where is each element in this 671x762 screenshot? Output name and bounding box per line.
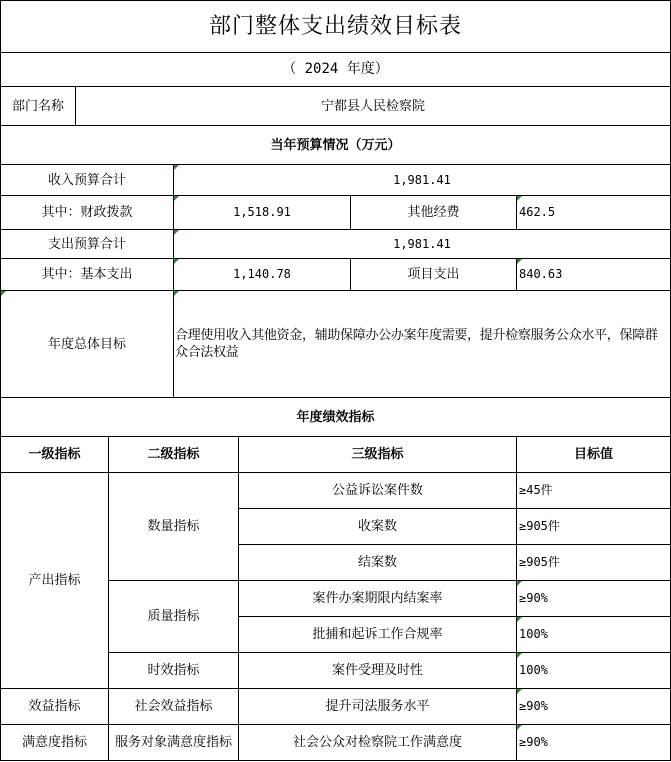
level3-item: 结案数 [357,555,397,570]
level2-timeliness: 时效指标 [147,663,200,678]
target-value: ≥90% [519,735,548,749]
fiscal-label: 其中：财政拨款 [41,205,133,220]
other-label: 其他经费 [407,205,460,220]
col-header-level1: 一级指标 [28,447,81,462]
level2-quality: 质量指标 [147,609,200,624]
target-value: ≥45件 [519,483,553,497]
col-header-target: 目标值 [573,447,613,462]
level3-item: 案件办案期限内结案率 [312,591,443,606]
expense-total-label: 支出预算合计 [47,236,126,252]
target-value: 100% [519,627,548,641]
budget-header: 当年预算情况（万元） [270,137,401,153]
target-value: ≥905件 [519,519,560,533]
income-total-label: 收入预算合计 [47,172,126,188]
level3-item: 社会公众对检察院工作满意度 [292,735,462,750]
income-total-value: 1,981.41 [393,172,451,187]
target-value: 100% [519,663,548,677]
col-header-level2: 二级指标 [147,447,200,462]
level1-satisfaction: 满意度指标 [21,735,87,750]
page-title: 部门整体支出绩效目标表 [208,14,462,39]
level3-item: 收案数 [357,519,397,534]
year-line: （ 2024 年度） [282,61,389,77]
basic-label: 其中：基本支出 [41,267,133,282]
level3-item: 公益诉讼案件数 [331,483,423,498]
target-value: ≥90% [519,591,548,605]
level2-social-benefit: 社会效益指标 [134,699,213,714]
goal-label: 年度总体目标 [47,336,126,352]
level1-benefit: 效益指标 [28,699,81,714]
perf-header: 年度绩效指标 [296,409,375,425]
target-value: ≥905件 [519,555,560,569]
other-value: 462.5 [519,205,556,219]
goal-text: 合理使用收入其他资金，辅助保障办公办案年度需要，提升检察服务公众水平，保障群众合法权益 [175,328,658,360]
level1-output: 产出指标 [28,573,81,588]
level3-item: 批捕和起诉工作合规率 [312,627,443,642]
grid-line [0,760,671,761]
dept-label: 部门名称 [11,98,64,114]
level2-service-satisfaction: 服务对象满意度指标 [114,735,232,750]
project-value: 840.63 [519,267,563,281]
col-header-level3: 三级指标 [351,447,404,462]
target-value: ≥90% [519,699,548,713]
dept-value: 宁都县人民检察院 [320,98,425,114]
expense-total-value: 1,981.41 [393,236,451,251]
level2-quantity: 数量指标 [147,519,200,534]
project-label: 项目支出 [407,267,460,282]
basic-value: 1,140.78 [233,267,291,281]
fiscal-value: 1,518.91 [233,205,291,219]
level3-item: 案件受理及时性 [331,663,423,678]
level3-item: 提升司法服务水平 [325,699,430,714]
